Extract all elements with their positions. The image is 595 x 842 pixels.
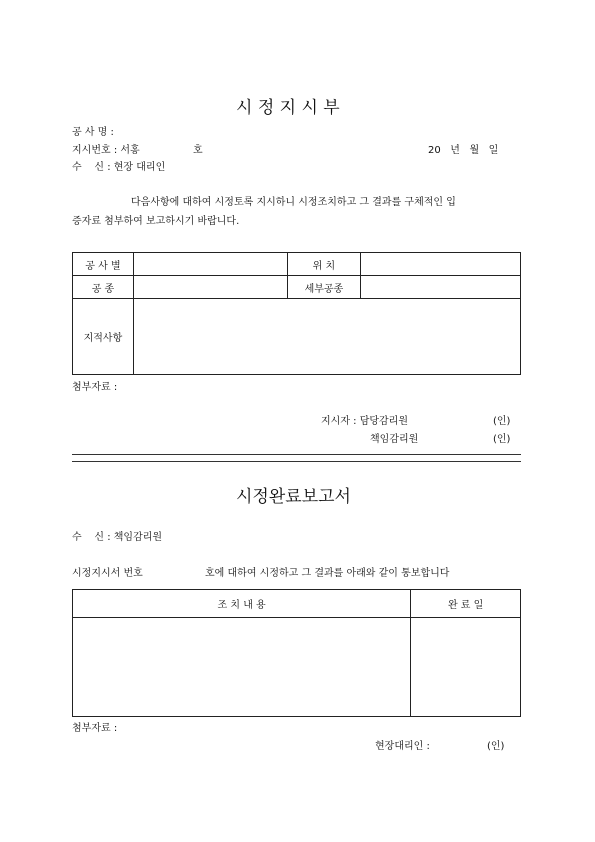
report-table — [72, 589, 521, 717]
directive-table — [72, 252, 521, 375]
directive-body-line1: 다음사항에 대하여 시정토록 지시하니 시정조치하고 그 결과를 구체적인 입 — [131, 197, 456, 208]
directive-number-label: 지시번호 : 서홍 — [72, 145, 140, 156]
completion-date-header: 완 료 일 — [411, 590, 521, 618]
site-agent-label: 현장대리인 : — [375, 741, 430, 752]
action-field[interactable] — [73, 618, 411, 717]
work-type-label: 공 사 별 — [73, 253, 134, 276]
report-title: 시정완료보고서 — [236, 487, 351, 507]
instructor-label: 지시자 : 담당감리원 — [321, 416, 409, 427]
findings-label: 지적사항 — [73, 299, 134, 375]
recipient-label: 수 신 : 현장 대리인 — [72, 162, 166, 173]
sub-trade-label: 세부공종 — [287, 276, 361, 299]
instructor-seal: (인) — [493, 416, 511, 427]
trade-field[interactable] — [133, 276, 287, 299]
completion-date-field[interactable] — [411, 618, 521, 717]
findings-field[interactable] — [133, 299, 520, 375]
location-field[interactable] — [361, 253, 521, 276]
directive-body-line2: 증자료 첨부하여 보고하시기 바랍니다. — [72, 216, 240, 227]
trade-label: 공 종 — [73, 276, 134, 299]
section-separator — [72, 454, 521, 462]
location-label: 위 치 — [287, 253, 361, 276]
action-header: 조 치 내 용 — [73, 590, 411, 618]
chief-supervisor-seal: (인) — [493, 434, 511, 445]
directive-title: 시 정 지 시 부 — [236, 98, 340, 118]
sub-trade-field[interactable] — [361, 276, 521, 299]
directive-date: 20 년 월 일 — [428, 145, 499, 156]
work-type-field[interactable] — [133, 253, 287, 276]
report-attachment-label: 첨부자료 : — [72, 723, 118, 734]
project-name-label: 공 사 명 : — [72, 127, 114, 138]
report-intro-prefix: 시정지시서 번호 — [72, 568, 143, 579]
report-recipient-label: 수 신 : 책임감리원 — [72, 532, 163, 543]
chief-supervisor-label: 책임감리원 — [370, 434, 419, 445]
directive-number-suffix: 호 — [193, 145, 203, 156]
directive-attachment-label: 첨부자료 : — [72, 382, 118, 393]
site-agent-seal: (인) — [487, 741, 505, 752]
report-intro-suffix: 호에 대하여 시정하고 그 결과를 아래와 같이 통보합니다 — [205, 568, 450, 579]
